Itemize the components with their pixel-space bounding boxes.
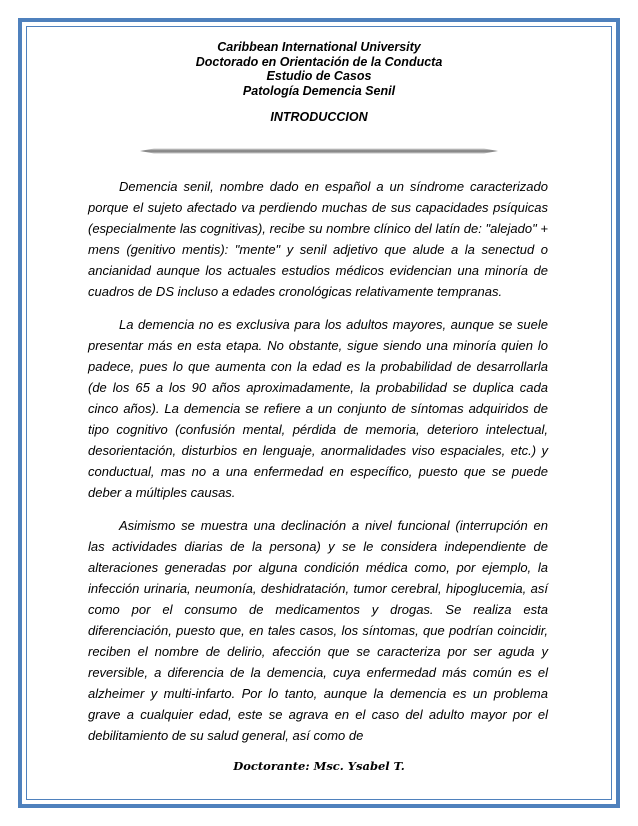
paragraph-2: La demencia no es exclusiva para los adultos mayores, aunque se suele presentar más en esta etapa. No obstante, sigue siendo una minoría quien lo padece, pues lo que aumenta con la edad es la probabilidad de desarrollarla (de los 65 a los 90 años aproximadamente, la probabilidad se duplica cada cinco años). La demencia se refiere a un conjunto de síntomas adquiridos de tipo cognitivo (confusión mental, pérdida de memoria, deterioro intelectual, desorientación, disturbios en lenguaje, anormalidades viso espaciales, etc.) y conductual, mas no a una enfermedad en específico, puesto que se puede deber a múltiples causas. [88,317,548,500]
section-title: INTRODUCCION [270,110,368,124]
header-program: Doctorado en Orientación de la Conducta [195,54,443,69]
paragraph-1: Demencia senil, nombre dado en español a un síndrome caracterizado porque el sujeto afectado va perdiendo muchas de sus capacidades psíquicas (especialmente las cognitivas), recibe su nombre clínico del latín de: "alejado" + mens (genitivo mentis): "mente" y senil adjetivo que alude a la senectud o ancianidad aunque los actuales estudios médicos evidencian una minoría de cuadros de DS incluso a edades cronológicas relativamente tempranas. [88,179,548,299]
body-text [88,176,548,758]
header-topic: Patología Demencia Senil [242,83,396,98]
document-header [0,40,638,98]
header-course: Estudio de Casos [266,69,372,83]
decorative-divider [140,148,498,154]
header-university: Caribbean International University [217,40,421,54]
footer-author: Doctorante: Msc. Ysabel T. [233,759,405,773]
paragraph-3: Asimismo se muestra una declinación a nivel funcional (interrupción en las actividades diarias de la persona) y se le considera independiente de alteraciones generadas por alguna condición médica como, por ejemplo, la infección urinaria, neumonía, deshidratación, tumor cerebral, hipoglucemia, así como por el consumo de medicamentos y drogas. Se realiza esta diferenciación, puesto que, en tales casos, los síntomas, que podrían coincidir, reciben el nombre de delirio, afección que se caracteriza por ser aguda y reversible, a diferencia de la demencia, cuya enfermedad más común es el alzheimer y multi-infarto. Por lo tanto, aunque la demencia es un problema grave a cualquier edad, este se agrava en el caso del adulto mayor por el debilitamiento de su salud general, así como de [88,518,548,743]
